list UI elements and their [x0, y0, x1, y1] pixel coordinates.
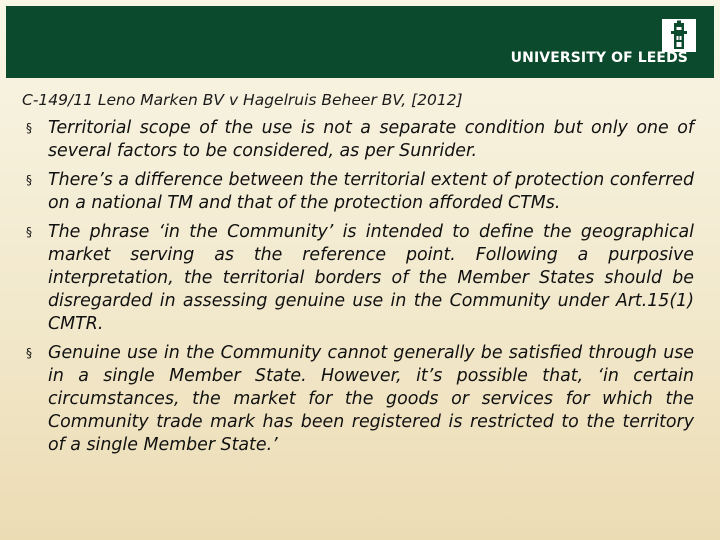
- bullet-item: [22, 169, 694, 215]
- bullet-marker: §: [26, 173, 32, 187]
- bullet-item: [22, 221, 694, 336]
- bullet-marker: §: [26, 225, 32, 239]
- leeds-tower-logo-icon: [662, 19, 696, 52]
- university-name: UNIVERSITY OF LEEDS: [510, 50, 688, 66]
- bullet-list: [22, 117, 694, 463]
- bullet-marker: §: [26, 121, 32, 135]
- bullet-text: The phrase ‘in the Community’ is intended to define the geographical market serving as the reference point. Following a purposive interpretation, the territorial borders of the Member States should be disregarded in assessing genuine use in the Community under Art.15(1) CMTR.: [48, 222, 694, 334]
- bullet-item: [22, 342, 694, 457]
- bullet-marker: §: [26, 346, 32, 360]
- bullet-text: Territorial scope of the use is not a separate condition but only one of several factors to be considered, as per Sunrider.: [48, 118, 694, 161]
- bullet-text: There’s a difference between the territorial extent of protection conferred on a national TM and that of the protection afforded CTMs.: [48, 170, 694, 213]
- header-banner: [6, 6, 714, 78]
- bullet-text: Genuine use in the Community cannot generally be satisfied through use in a single Member State. However, it’s possible that, ‘in certain circumstances, the market for the goods or services for which the Community trade mark has been registered is restricted to the territory of a single Member State.’: [48, 343, 694, 455]
- case-title: C-149/11 Leno Marken BV v Hagelruis Beheer BV, [2012]: [22, 91, 463, 109]
- bullet-item: [22, 117, 694, 163]
